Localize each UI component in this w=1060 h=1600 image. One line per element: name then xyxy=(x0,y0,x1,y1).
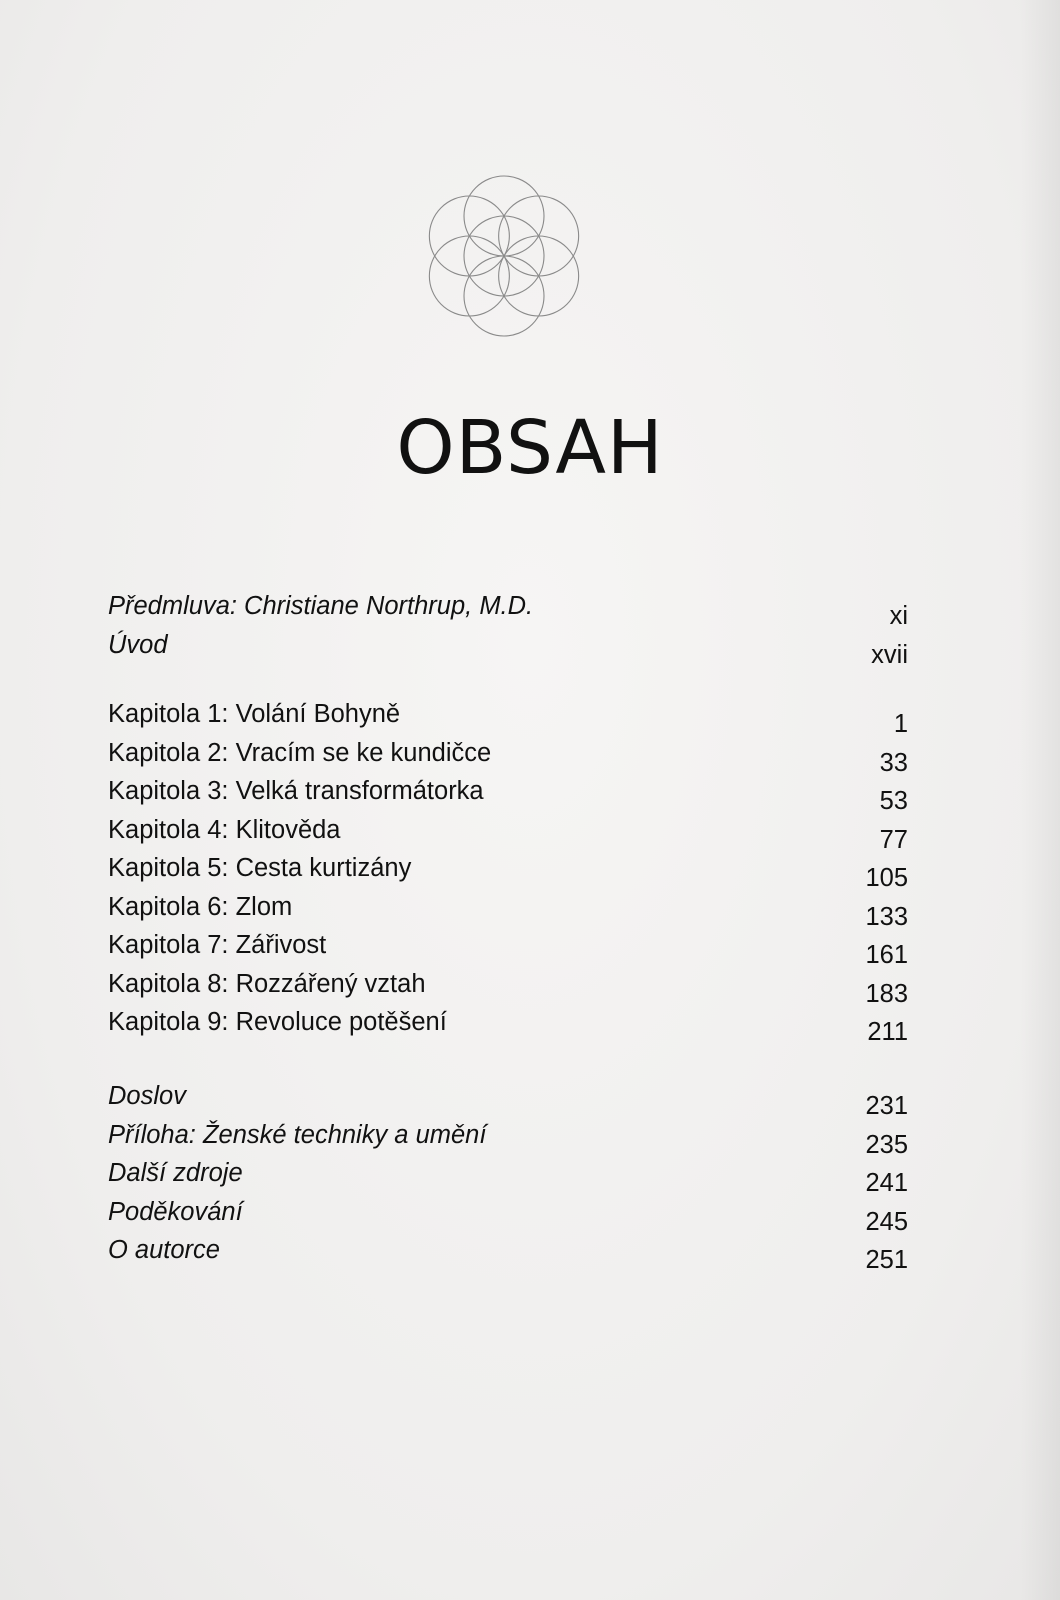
toc-entry xyxy=(108,970,908,1009)
toc-entry xyxy=(108,1008,908,1047)
toc-entry xyxy=(108,592,908,631)
toc-entry-label: Kapitola 3: Velká transformátorka xyxy=(108,777,484,805)
toc-front-matter xyxy=(108,592,908,669)
toc-entry-page: 241 xyxy=(865,1169,908,1197)
toc-entry-label: Kapitola 4: Klitověda xyxy=(108,815,341,844)
toc-entry xyxy=(108,816,908,855)
toc-entry-page: 245 xyxy=(865,1207,908,1236)
toc-entry-page: 251 xyxy=(865,1246,908,1274)
toc-entry-label: Úvod xyxy=(108,630,168,659)
toc-entry xyxy=(108,893,908,932)
page-edge-shadow xyxy=(1020,0,1060,1600)
toc-entry-label: Doslov xyxy=(108,1082,186,1110)
toc-entry-page: 133 xyxy=(865,902,908,931)
toc-entry xyxy=(108,700,908,739)
toc-back-matter xyxy=(108,1082,908,1275)
toc-entry-label: Kapitola 8: Rozzářený vztah xyxy=(108,969,426,998)
page-title: OBSAH xyxy=(396,405,664,491)
toc-entry xyxy=(108,739,908,778)
toc-entry-label: Předmluva: Christiane Northrup, M.D. xyxy=(108,592,534,620)
toc-entry-label: Kapitola 1: Volání Bohyně xyxy=(108,700,401,728)
toc-entry-page: xvii xyxy=(871,640,908,669)
toc-entry-label: Kapitola 5: Cesta kurtizány xyxy=(108,854,412,882)
toc-entry-page: 77 xyxy=(879,825,908,854)
toc-entry-page: 53 xyxy=(879,787,908,815)
toc-entry-label: Kapitola 6: Zlom xyxy=(108,892,293,921)
toc-entry-page: 105 xyxy=(865,864,908,892)
toc-entry-page: 231 xyxy=(865,1092,908,1120)
toc-entry xyxy=(108,631,908,670)
toc-entry xyxy=(108,1159,908,1198)
toc-entry-label: Poděkování xyxy=(108,1197,243,1226)
toc-chapters xyxy=(108,700,908,1047)
toc-entry xyxy=(108,1198,908,1237)
toc-entry xyxy=(108,777,908,816)
toc-entry-label: Kapitola 2: Vracím se ke kundičce xyxy=(108,738,492,767)
toc-entry-label: Příloha: Ženské techniky a umění xyxy=(108,1120,487,1149)
toc-entry xyxy=(108,1236,908,1275)
flower-of-life-icon xyxy=(414,166,594,346)
toc-entry xyxy=(108,931,908,970)
toc-entry xyxy=(108,1082,908,1121)
toc-entry-page: 183 xyxy=(865,979,908,1008)
toc-entry-page: 33 xyxy=(879,748,908,777)
toc-entry-page: 235 xyxy=(865,1130,908,1159)
toc-entry-page: xi xyxy=(889,602,908,630)
toc-entry-page: 1 xyxy=(893,710,908,738)
toc-entry-label: Další zdroje xyxy=(108,1159,243,1187)
toc-entry xyxy=(108,1121,908,1160)
toc-entry-label: Kapitola 9: Revoluce potěšení xyxy=(108,1008,447,1036)
toc-entry-page: 211 xyxy=(867,1018,908,1046)
toc-entry-label: O autorce xyxy=(108,1236,220,1264)
toc-entry-page: 161 xyxy=(865,941,908,969)
toc-entry xyxy=(108,854,908,893)
toc-entry-label: Kapitola 7: Zářivost xyxy=(108,931,327,959)
